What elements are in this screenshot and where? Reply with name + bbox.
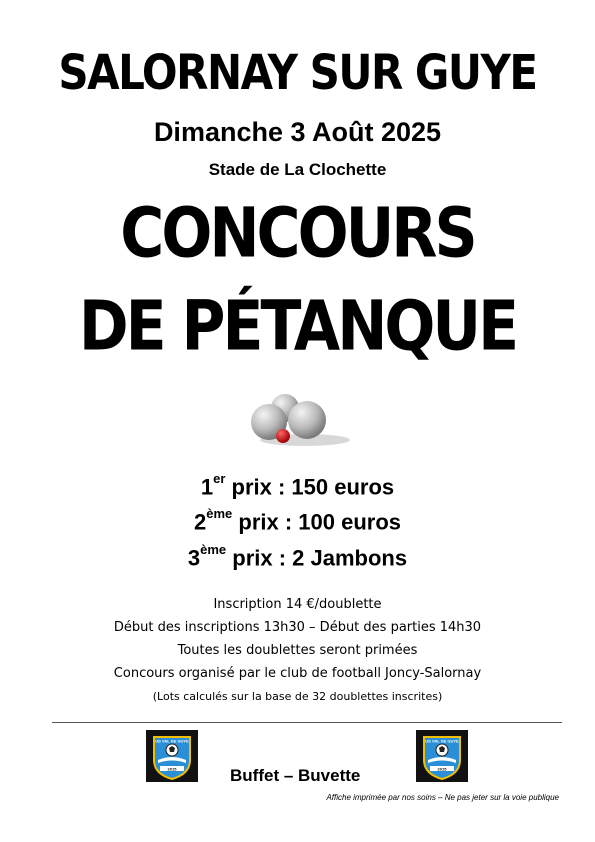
title-line-1: CONCOURS bbox=[120, 193, 475, 274]
organizer: Concours organisé par le club de football Joncy-Salornay bbox=[113, 666, 482, 681]
prizes-note: Toutes les doublettes seront primées bbox=[177, 643, 418, 658]
club-logo bbox=[146, 730, 198, 782]
prize-amount: prix : 2 Jambons bbox=[226, 545, 408, 571]
prize-third bbox=[0, 542, 595, 571]
petanque-balls-icon bbox=[245, 390, 360, 450]
schedule: Début des inscriptions 13h30 – Début des parties 14h30 bbox=[113, 620, 482, 635]
prize-rank-suffix: ème bbox=[200, 542, 227, 557]
title-line-2: DE PÉTANQUE bbox=[78, 286, 517, 367]
lots-note: (Lots calculés sur la base de 32 doublettes inscrites) bbox=[152, 690, 443, 703]
prize-amount: prix : 150 euros bbox=[225, 474, 395, 500]
prize-rank: 1 bbox=[200, 474, 214, 500]
prize-rank-suffix: er bbox=[213, 471, 226, 486]
prize-amount: prix : 100 euros bbox=[232, 509, 402, 535]
print-disclaimer: Affiche imprimée par nos soins – Ne pas jeter sur la voie publique bbox=[326, 793, 559, 802]
prize-second bbox=[0, 506, 595, 535]
registration-fee: Inscription 14 €/doublette bbox=[213, 597, 382, 612]
logo-year: 2015 bbox=[437, 766, 447, 772]
logo-text: US VAL DE GUYE bbox=[425, 738, 459, 744]
prize-rank: 3 bbox=[187, 545, 201, 571]
prize-rank-suffix: ème bbox=[206, 506, 233, 521]
town-heading: SALORNAY SUR GUYE bbox=[58, 44, 537, 101]
prize-rank: 2 bbox=[193, 509, 207, 535]
event-venue: Stade de La Clochette bbox=[208, 160, 387, 179]
buffet-label: Buffet – Buvette bbox=[230, 766, 361, 785]
club-logo bbox=[416, 730, 468, 782]
event-date: Dimanche 3 Août 2025 bbox=[153, 117, 442, 147]
divider bbox=[52, 722, 562, 723]
logo-text: US VAL DE GUYE bbox=[155, 738, 189, 744]
prize-first bbox=[0, 471, 595, 500]
logo-year: 2015 bbox=[167, 766, 177, 772]
